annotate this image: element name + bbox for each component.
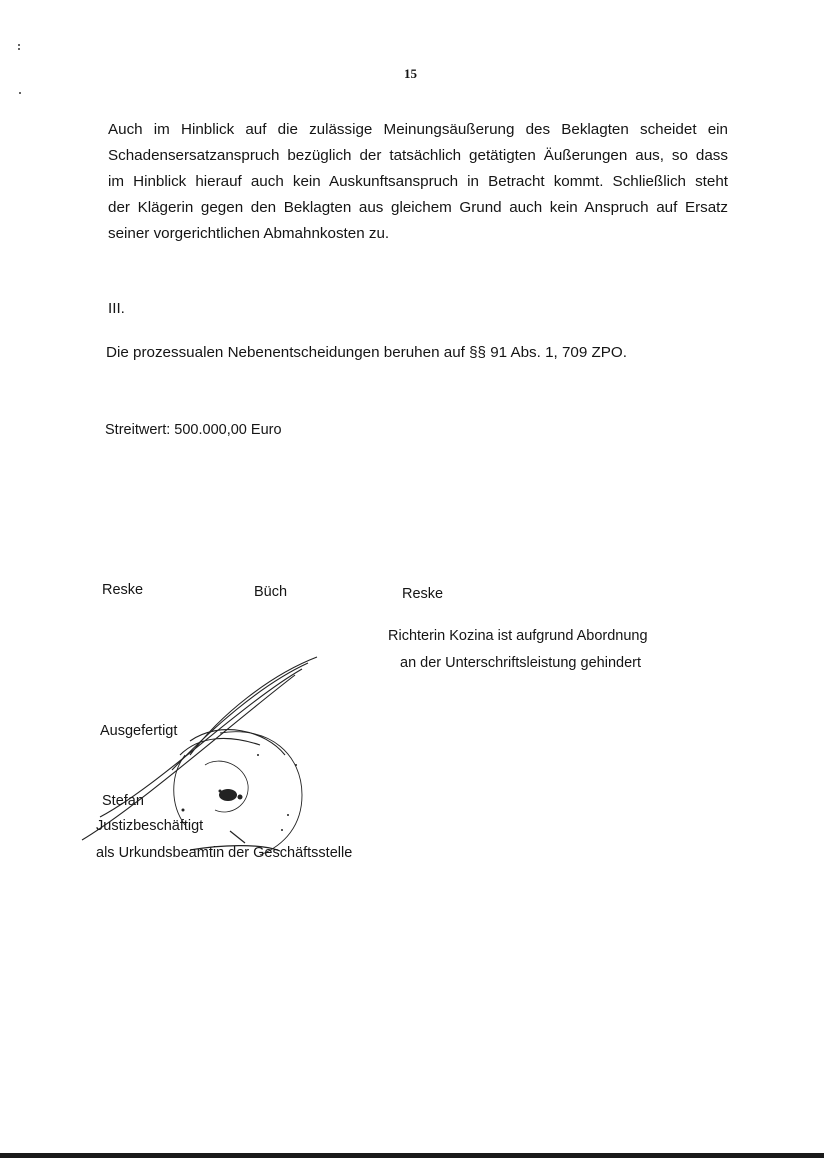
paragraph-line: der Klägerin gegen den Beklagten aus gleichem Grund auch kein Anspruch auf Ersatz — [108, 199, 728, 216]
costs-decision: Die prozessualen Nebenentscheidungen beruhen auf §§ 91 Abs. 1, 709 ZPO. — [106, 344, 627, 361]
absence-note-line-1: Richterin Kozina ist aufgrund Abordnung — [388, 628, 648, 644]
paragraph-line: Auch im Hinblick auf die zulässige Meinungsäußerung des Beklagten scheidet ein — [108, 121, 728, 138]
absence-note-line-2: an der Unterschriftsleistung gehindert — [400, 655, 641, 671]
section-heading: III. — [108, 300, 125, 317]
judge-signature-2: Büch — [254, 584, 288, 600]
paragraph-line: im Hinblick hierauf auch kein Auskunftsanspruch in Betracht kommt. Schließlich steht — [108, 173, 728, 190]
dispute-value: Streitwert: 500.000,00 Euro — [105, 422, 282, 438]
margin-mark — [19, 92, 21, 94]
judge-signature-3: Reske — [402, 586, 444, 602]
body-paragraph — [108, 117, 728, 247]
margin-mark — [18, 48, 20, 50]
margin-mark — [18, 44, 20, 46]
certification-role: Justizbeschäftigt — [96, 818, 204, 834]
page-number: 15 — [404, 66, 417, 81]
scan-edge-bar — [0, 1153, 824, 1158]
judge-signature-1: Reske — [102, 582, 144, 598]
certification-office: als Urkundsbeamtin der Geschäftsstelle — [96, 845, 353, 861]
paragraph-line: seiner vorgerichtlichen Abmahnkosten zu. — [108, 225, 390, 242]
paragraph-line: Schadensersatzanspruch bezüglich der tatsächlich getätigten Äußerungen aus, so dass — [108, 147, 728, 164]
certification-first-name: Stefan — [102, 793, 144, 809]
certification-issued: Ausgefertigt — [100, 723, 178, 739]
